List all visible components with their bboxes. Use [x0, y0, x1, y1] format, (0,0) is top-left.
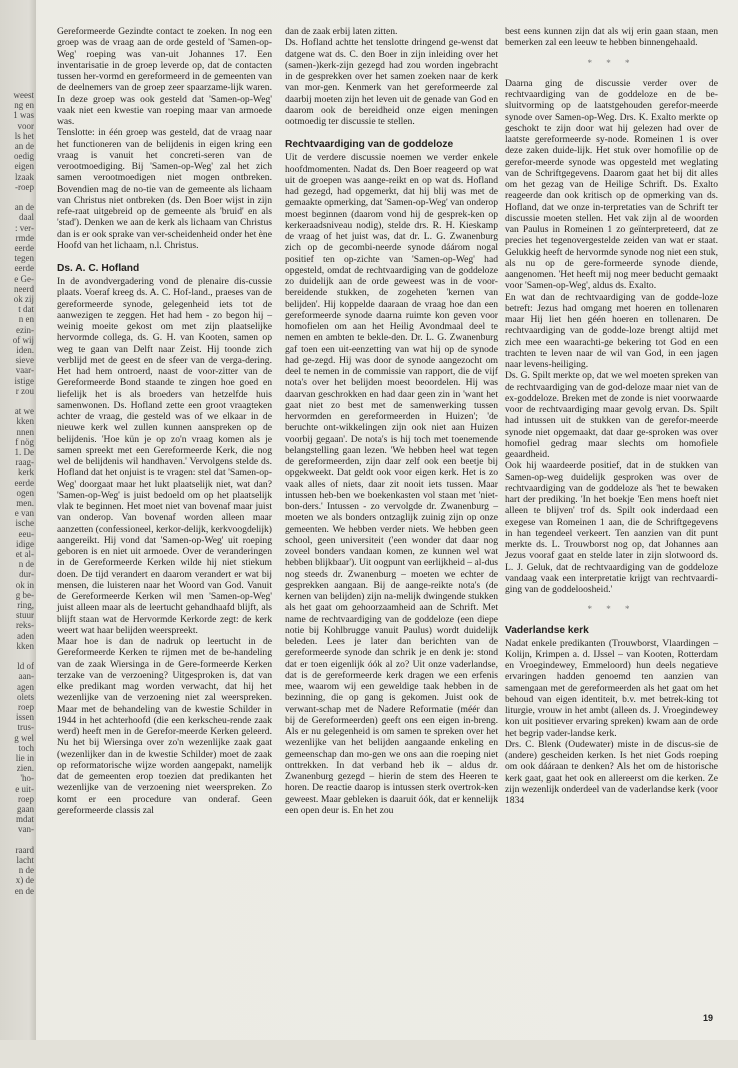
- paragraph: Ook hij waardeerde positief, dat in de stukken van Samen-op-weg duidelijk gesproken was over de rechtvaardiging van de goddeloze als 'het te bewaken hart der prediking. 'In het boekje 'Een mens hoeft niet alleen te blijven' trof ds. Spilt ook inderdaad een exegese van Romeinen 1 aan, die de Schriftgegevens in han tegendeel verkeert. Ten aanzien van dit punt merkte ds. L. Trouwborst nog op, dat Johannes aan Jezus vooraf gaat en stelde later in zijn slotwoord ds. L. J. Geluk, dat de rechtvaardiging van de goddeloze vandaag vaak een interpretatie krijgt van rechtvaardi-ging van de goddeloosheid.': [505, 460, 718, 595]
- cut-off-text-fragment: toch: [18, 742, 34, 753]
- cut-off-text-fragment: roep: [18, 702, 34, 712]
- cut-off-text-fragment: daal: [19, 212, 34, 223]
- cut-off-text-fragment: n de: [18, 865, 34, 876]
- cut-off-text-fragment: aden: [17, 630, 34, 641]
- cut-off-text-fragment: 1 was: [13, 110, 34, 121]
- cut-off-text-fragment: x) de: [15, 875, 34, 886]
- paragraph: Ds. Hofland achtte het tenslotte dringend ge-wenst dat datgene wat ds. C. den Boer in zijn inleiding over het (samen-)kerk-zijn gezegd had zou worden ingebracht in de gesprekken over het samen zoeken naar de kerk van mor-gen. Kenmerk van het gereformeerde zal daarbij moeten zijn het leven uit de genade van God en daarom ook de bereidheid onze eigen meningen ootmoedig ter discussie te stellen.: [285, 37, 498, 127]
- cut-off-text-fragment: n de: [18, 559, 34, 570]
- section-heading-rechtvaardiging: Rechtvaardiging van de goddeloze: [285, 139, 454, 151]
- cut-off-text-fragment: raard: [15, 844, 34, 855]
- cut-off-text-fragment: reks-: [16, 620, 34, 631]
- cut-off-text-fragment: ok in: [15, 579, 34, 590]
- cut-off-text-fragment: 1. De: [14, 447, 34, 457]
- cut-off-text-fragment: rmde: [15, 232, 34, 243]
- cut-off-text-fragment: lacht: [16, 855, 34, 865]
- text-column-3: [505, 26, 718, 806]
- cut-off-text-fragment: sieve: [15, 355, 34, 366]
- cut-off-text-fragment: nnen: [16, 426, 34, 437]
- cut-off-text-fragment: : ver-: [14, 222, 34, 233]
- cut-off-text-fragment: zien.: [16, 763, 34, 774]
- paragraph: En wat dan de rechtvaardiging van de godde-loze betreft: Jezus had omgang met hoeren en tollenaren maar Hij liet hen géén hoeren en tollenaren. De rechtvaardiging van de godde-loze brengt altijd met zich mee een waarachti-ge bekering tot God en een trachten te leven naar de wil van God, in een jagen naar levens-heiliging.: [505, 291, 718, 370]
- cut-off-text-fragment: vaar-: [15, 365, 34, 376]
- cut-off-text-fragment: aan-: [18, 671, 34, 682]
- cut-off-text-fragment: stuur: [16, 610, 34, 621]
- cut-off-text-fragment: trus-: [17, 722, 34, 733]
- cut-off-text-fragment: voor: [17, 120, 34, 131]
- cut-off-text-fragment: an de: [14, 202, 34, 213]
- cut-off-text-fragment: ng en: [14, 100, 34, 111]
- cut-off-text-fragment: eerde: [14, 263, 34, 274]
- cut-off-text-fragment: tegen: [14, 253, 34, 264]
- text-column-2: [285, 26, 498, 816]
- section-heading-vaderlandse-kerk: Vaderlandse kerk: [505, 624, 589, 636]
- cut-off-text-fragment: eerde: [14, 243, 34, 253]
- text-column-1: [57, 26, 272, 816]
- paragraph: Nadat enkele predikanten (Trouwborst, Vlaardingen – Kolijn, Krimpen a. d. IJssel – van Kooten, Rotterdam en Vroegindewey, Emmeloord) hun deels negatieve ervaringen hadden genoemd ten aanzien van samengaan met de gereformeerden als het gaat om het behoud van eigen identiteit, b.v. met betrek-king tot liturgie, vrouw in het ambt (alleen ds. J. Vroegindewey kon uit positiever ervaring spreken) kwam aan de orde het begrip vader-landse kerk.: [505, 637, 718, 739]
- cut-off-text-fragment: f nög: [15, 436, 34, 447]
- cut-off-text-fragment: -roep: [15, 181, 34, 192]
- cut-off-text-fragment: of wij: [12, 334, 34, 345]
- cut-off-text-fragment: lzaak: [15, 171, 34, 182]
- cut-off-text-fragment: roep: [18, 793, 34, 804]
- section-heading-hofland: Ds. A. C. Hofland: [57, 263, 140, 274]
- paragraph: Drs. C. Blenk (Oudewater) miste in de discus-sie de (andere) gescheiden kerken. Is het niet Gods roeping om ook dááraan te denken? Als het om de historische kerk gaat, gaat het ook en allereerst om die kerken. Ze zijn wezenlijk onderdeel van de vaderlandse kerk (voor 1834: [505, 738, 718, 806]
- cut-off-text-fragment: g wel: [14, 732, 34, 743]
- cut-off-text-fragment: oedig: [14, 151, 34, 162]
- cut-off-text-fragment: ring,: [17, 600, 34, 610]
- cut-off-text-fragment: e uit-: [15, 783, 34, 794]
- section-divider: * * *: [587, 57, 636, 68]
- cut-off-text-fragment: kken: [16, 416, 34, 427]
- cut-off-text-fragment: r zou: [15, 385, 34, 396]
- cut-off-text-fragment: van-: [18, 824, 34, 835]
- paragraph: dan de zaak erbij laten zitten.: [285, 26, 398, 37]
- cut-off-text-fragment: eigen: [14, 161, 34, 172]
- paragraph: Ds. G. Spilt merkte op, dat we wel moeten spreken van de rechtvaardiging van de god-deloze maar niet van de ex-goddeloze. Breken met de zonde is niet voorwaarde voor de rechtvaardiging maar gevolg ervan. Ds. Spilt had intussen uit de stukken van de gerefor-meerde synode niet opgemaakt, dat daar ge-sproken was over homofiel gedrag maar slechts om homofiele geaardheid.: [505, 370, 718, 460]
- section-divider: * * *: [587, 604, 636, 615]
- cut-off-text-fragment: gaan: [17, 804, 34, 814]
- cut-off-text-fragment: dur-: [19, 569, 34, 580]
- cut-off-text-fragment: neerd: [14, 283, 34, 294]
- page-number: 19: [703, 1013, 714, 1023]
- cut-off-text-fragment: iden.: [16, 345, 34, 355]
- paragraph: Uit de verdere discussie noemen we verder enkele hoofdmomenten. Nadat ds. Den Boer reageerd op wat uit de groepen was aange-reikt en op wat ds. Hofland had gezegd, had opgemerkt, dat hij blij was met de gemaakte opmerking, dat 'Samen-op-Weg' van onderop moest beginnen (daarom vond hij de gesprek-ken op kerkeraadsniveau nodig), stelde drs. R. H. Kieskamp de vraag of het juist was, dat dr. L. G. Zwanenburg zich op de gecombi-neerde synode dáárom nogal positief ten op-zichte van 'Samen-op-Weg' had opgesteld, omdat de rechtvaardiging van de goddeloze zo duidelijk aan de orde geweest was in de voor-bereidende stukken, de zogeheten 'kernen van belijden'. Hij koppelde daaraan de vraag hoe dan een gereformeerde synode daarna ruimte kon geven voor homofielen om aan het Heilig Avondmaal deel te nemen en ambten te bekle-den. Dr. L. G. Zwanenburg gaf toen een uit-eenzetting van wat hij op de synode had ge-zegd. Hij was door de synode aangezocht om deel te nemen in de commissie van rapport, die de vijf nota's over het belijden moest beoordelen. Hij was daarvan geschrokken en had daar geen zin in 'want het gaat niet zo best met de samenwerking tussen hervormden en gereformeerden in Huizen'; 'de beruchte ont-wikkelingen zijn ook niet aan Huizen voorbij gegaan'. De nota's is hij toch met toenemende belangstelling gaan lezen. 'We hebben heel wat tegen de gereformeerden, zijn daar zelf ook een beetje bij opgekweekt. Dat geldt ook voor eigen kerk. Het is zo vaak alles of niets, daar zit nooit iets tussen. Maar intussen heb-ben we boekenkasten vol staan met 'niet-bon-ders.' Intussen - zo vervolgde dr. Zwanenburg – moeten we als bonders ontzaglijk zuinig zijn op onze gemeenten. We hebben verder niets. We hebben geen school, geen universiteit ('een wonder dat daar nog zoveel bonders vandaan komen, ze kunnen wel wat hebben blijkbaar'). Uit oogpunt van eerlijkheid – al-dus nog steeds dr. Zwanenburg – moeten we echter de gesprekken aangaan. Bij de aange-reikte nota's (de kernen van belijden) zijn na-melijk dwingende stukken als het gaat om gehoorzaamheid aan de Schrift. Met name de rechtvaardiging van de goddeloze (een diepe notie bij Kohlbrugge vanuit Paulus) wordt duidelijk beleden. Lees je later dan berichten van de gereformeerde synode dan schrik je en denk je: stond dat er toen eigenlijk óók al zo? Uit onze vaderlandse, dat is de gereformeerde kerk dragen we een erfenis mee, waarom wij een geweldige taak hebben in de bezinning, die op gang is gekomen. Juist ook de verwant-schap met de Nadere Reformatie (méér dan bij de Gereformeerden) geeft ons een eigen in-breng. Als er nu gelegenheid is om samen te spreken over het wezenlijke van het belijden aangaande enkeling en gemeenschap dan mo-gen we ons aan die roeping niet onttrekken. In dat verband heb ik – aldus dr. Zwanenburg gezegd – hierin de stem des Heeren te horen. De reactie daarop is intussen sterk overtrok-ken geweest. Maar gebleken is daaruit óók, dat er kennelijk een open deur is. En het zou: [285, 152, 498, 816]
- cut-off-text-fragment: t dat: [18, 304, 34, 315]
- cut-off-text-fragment: ogen: [16, 487, 34, 498]
- cut-off-text-fragment: men.: [16, 498, 34, 508]
- cut-off-text-fragment: weest: [13, 90, 34, 100]
- cut-off-text-fragment: kken: [16, 640, 34, 651]
- cut-off-text-fragment: n en: [18, 314, 34, 325]
- cut-off-text-fragment: at we: [14, 406, 34, 417]
- paragraph: best eens kunnen zijn dat als wij erin gaan staan, men bemerken zal een leeuw te hebben binnengehaald.: [505, 26, 718, 49]
- cut-off-text-fragment: agen: [17, 681, 34, 692]
- cut-off-text-fragment: e van: [14, 508, 34, 519]
- cut-off-text-fragment: ld of: [17, 661, 34, 672]
- paragraph: Maar hoe is dan de nadruk op leertucht in de Gereformeerde Kerken te rijmen met de be-handeling van de zaak Wiersinga in de Gere-formeerde Kerken terzake van de verzoening? Uitgesproken is, dat van elke predikant mag worden verwacht, dat hij het wezenlijke van de verzoening niet zal weerspreken. Maar met de behandeling van de kwestie Schilder in 1944 in het achterhoofd (die een kerkscheu-rende zaak werd) heeft men in de Gerefor-meerde Kerken geleerd. Nu het bij Wiersinga over zo'n wezenlijke zaak gaat (wezenlijker dan in de kwestie Schilder) moet de zaak op reformatorische wijze worden aangepakt, namelijk dat de gemeenten erop toezien dat predikanten het wezenlijke van de verzoening niet weerspreken. Zo komt er een procedure van onderaf. Geen gereformeerde classis zal: [57, 636, 272, 816]
- cut-off-text-fragment: mdat: [16, 814, 34, 825]
- cut-off-text-fragment: raag-: [15, 457, 34, 468]
- paragraph: In de avondvergadering vond de plenaire dis-cussie plaats. Voeraf kreeg ds. A. C. Hof-land., praeses van de gereformeerde synode, gelegenheid iets tot de aanwezigen te zeggen. Het had hem - zo begon hij – weinig moeite gekost om met zijn plaatselijke hervormde collega, ds. G. H. van Kooten, samen op weg te gaan van Delft naar Zeist. Hij toonde zich verblijd met de geest en de sfeer van de verga-dering. Het had hem ontroerd, naast de voor-zitter van de Gereformeerde Bond staande te zingen hoe goed en liefelijk het is als broeders van hetzelfde huis samenwonen. Ds. Hofland zette een groot vraagteken achter de vraag, die gesteld was of we elkaar in de nieuwe kerk wel zullen kunnen aanspreken op de belijdenis. 'Hoe kün je op zo'n vraag komen als je samen spreekt met een Gereformeerde Kerk, die nog wel de belijdenis wil handhaven.' Vervolgens stelde ds. Hofland dat het onjuist is te vragen: stel dat 'Samen-op-Weg' doorgaat maar het lukt plaatselijk niet, wat dan? 'Samen-op-Weg' is juist bedoeld om op het plaatselijk vlak te beginnen. Het moet niet van bovenaf maar juist van onderop. Van bovenaf worden alleen maar aanzetten (confessioneel, kerkor-delijk, kerkvoogdelijk) aangereikt. Hij vond dat 'Samen-op-Weg' uit roeping geboren is en niet uit armoede. Over de veranderingen in de Gereformeerde Kerken wilde hij niet stiekum doen. De tijd verandert en daarom verandert er wat bij mensen, die luisteren naar het Woord van God. Vanuit de Gereformeerde Kerken wil men 'Samen-op-Weg' juist alleen maar als de leertucht gehandhaafd blijft, als blijft staan wat de Hervormde Kerkorde zegt: de kerk weert wat haar belijden weerspreekt.: [57, 276, 272, 636]
- cut-off-text-fragment: eeu-: [18, 528, 34, 539]
- bottom-margin: [0, 1040, 738, 1068]
- cut-off-text-fragment: ezin-: [16, 324, 34, 335]
- cut-off-text-fragment: g be-: [15, 589, 34, 600]
- paragraph: Daarna ging de discussie verder over de rechtvaardiging van de goddeloze en de be-sluitvorming op de laatstgehouden gerefor-meerde synode over Samen-op-Weg. Drs. K. Exalto merkte op geschokt te zijn door wat hij gelezen had over de laatste gereformeerde sy-node. Romeinen 1 is over deze zaken duide-lijk. Het stuk over homofilie op de gerefor-meerde synode was opgesteld met weglating van de Schriftgegevens. Daarom gaat het bij dit alles om het gezag van de Heilige Schrift. Ds. Exalto reageerde dan ook kritisch op de opmerking van ds. Hofland, dat we onze in-terpretaties van de Schrift ter discussie moeten stellen. Het vak zijn al de woorden van Paulus in Romeinen 1 zo geïnterpreteerd, dat ze precies het tegenovergestelde zeiden van wat er staat. Gelukkig heeft de hervormde synode nog niet een stuk, als nu op de gere-formeerde synode diende, aangenomen. 'Het heeft mij nog meer beducht gemaakt voor 'Samen-op-Weg', aldus ds. Exalto.: [505, 77, 718, 292]
- cut-off-text-fragment: olets: [17, 691, 34, 702]
- cut-off-text-fragment: e Ge-: [14, 273, 34, 284]
- paragraph: Tenslotte: in één groep was gesteld, dat de vraag naar het functioneren van de belijdenis in eigen kring een vraag is vanuit het concreti-seren van de verootmoediging. Bij 'Samen-op-Weg' zal het zich samen verootmoedigen niet mogen ontbreken. Bovendien mag de no-tie van de gemeente als lichaam van Christus niet ontbreken (ds. Den Boer wijst in zijn refe-raat uitgebreid op de gemeente als 'bruid' en als 'stad'). Denken we aan de kerk als lichaam van Christus dan is er ook sprake van ver-scheidenheid onder het ène Hoofd van het lichaam, n.l. Christus.: [57, 127, 272, 251]
- cut-off-text-fragment: ls het: [14, 130, 34, 141]
- paragraph: Gereformeerde Gezindte contact te zoeken. In nog een groep was de vraag aan de orde gesteld of 'Samen-op-Weg' roeping was van-uit Johannes 17. Een inventarisatie in de groep leverde op, dat de contacten tussen her-vormd en gereformeerd in de gemeenten van de deelnemers van de groep zeer spaarzame-lijk waren. In deze groep was ook gesteld dat 'Samen-op-Weg' vaak niet een kwestie van roeping maar van armoede was.: [57, 26, 272, 127]
- cut-off-text-fragment: eerde: [14, 477, 34, 488]
- cut-off-text-fragment: an de: [14, 141, 34, 151]
- cut-off-text-fragment: lie in: [15, 753, 34, 763]
- cut-off-text-fragment: ok zij: [13, 294, 34, 304]
- cut-off-text-fragment: 'ho-: [20, 773, 34, 784]
- cut-off-text-fragment: en de: [14, 885, 34, 896]
- cut-off-text-fragment: kerk: [18, 467, 34, 478]
- cut-off-text-fragment: istige: [14, 375, 34, 386]
- cut-off-text-fragment: idige: [16, 538, 34, 549]
- cut-off-text-fragment: ische: [15, 518, 34, 529]
- previous-page-edge: [0, 0, 36, 1068]
- cut-off-text-fragment: et al-: [15, 549, 34, 559]
- cut-off-text-fragment: issen: [16, 712, 34, 723]
